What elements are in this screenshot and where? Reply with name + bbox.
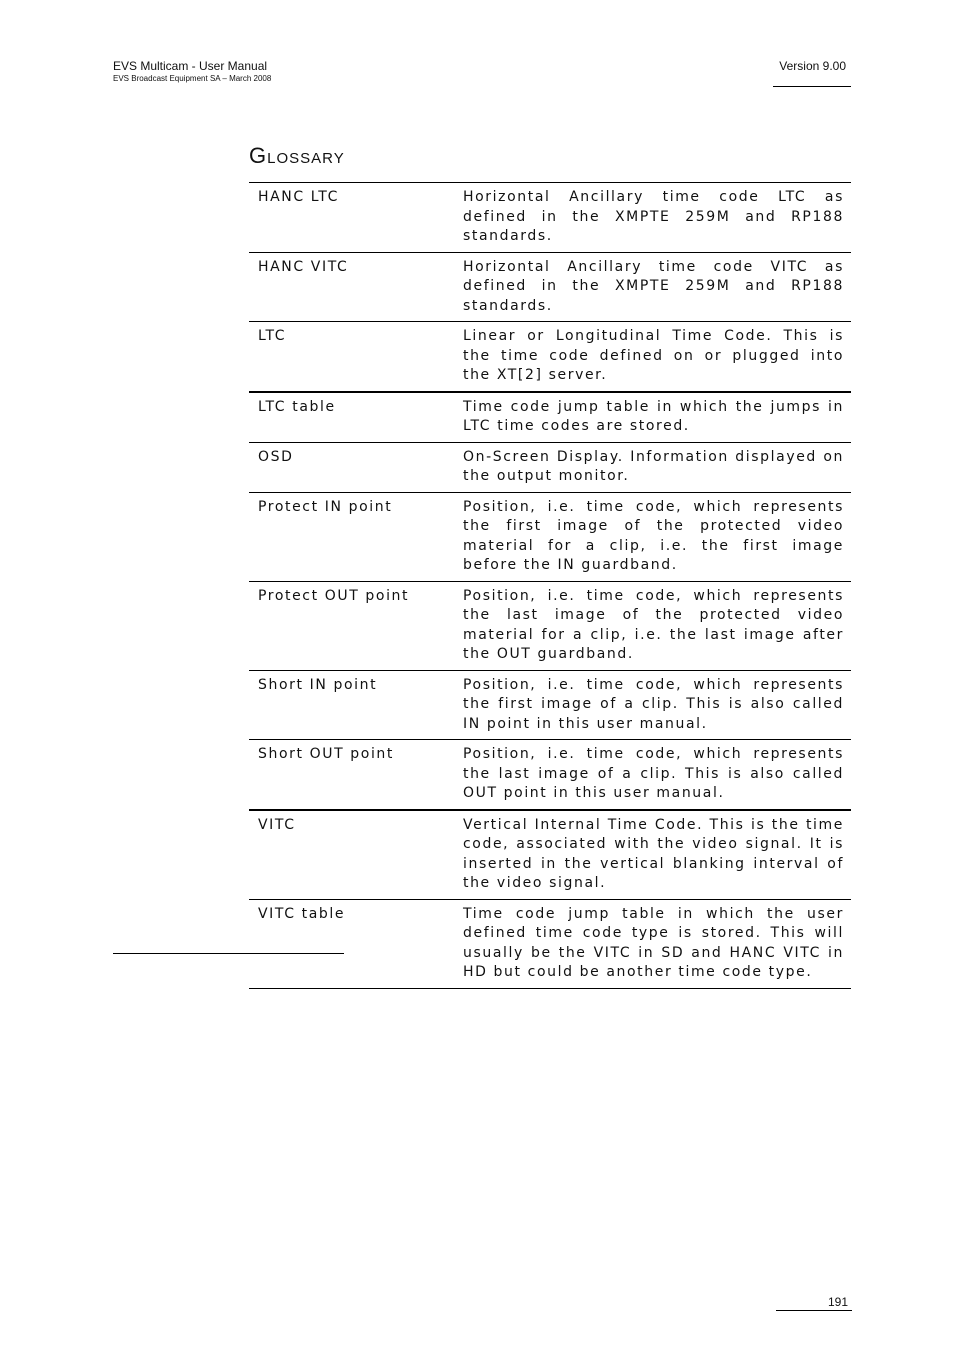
glossary-definition: Time code jump table in which the user defined time code type is stored. This will usually be the VITC in SD and HANC VITC in HD but could be another time code type. (463, 905, 844, 980)
manual-title: EVS Multicam - User Manual (113, 59, 268, 73)
glossary-term: Short OUT point (258, 746, 394, 762)
glossary-definition: Position, i.e. time code, which represents the first image of the protected video material for a clip, i.e. the first image before the IN guardband. (463, 498, 844, 573)
glossary-definition: On-Screen Display. Information displayed on the output monitor. (463, 448, 844, 484)
glossary-term: VITC table (258, 905, 346, 922)
version-label: Version 9.00 (779, 59, 846, 73)
page-number: 191 (827, 1295, 848, 1309)
table-row (249, 183, 851, 253)
publisher-line: EVS Broadcast Equipment SA – March 2008 (113, 74, 272, 83)
glossary-term: Short IN point (258, 676, 378, 693)
glossary-term: HANC VITC (258, 258, 349, 275)
glossary-definition: Horizontal Ancillary time code VITC as defined in the XMPTE 259M and RP188 standards. (463, 258, 844, 314)
glossary-definition: Position, i.e. time code, which represents the last image of the protected video material for a clip, i.e. the last image after the OUT guardband. (463, 587, 844, 662)
table-row (249, 810, 851, 900)
glossary-table (249, 182, 851, 989)
section-heading: Glossary (249, 143, 345, 168)
page-number-rule (776, 1310, 852, 1311)
glossary-definition: Vertical Internal Time Code. This is the time code, associated with the video signal. It is inserted in the vertical blanking interval of the video signal. (463, 816, 844, 891)
glossary-definition: Linear or Longitudinal Time Code. This is the time code defined on or plugged into the XT[2] server. (463, 328, 844, 383)
glossary-term: VITC (258, 816, 296, 833)
table-row (249, 252, 851, 322)
header-rule (773, 86, 851, 87)
table-row (249, 740, 851, 810)
glossary-definition: Horizontal Ancillary time code LTC as defined in the XMPTE 259M and RP188 standards. (463, 189, 844, 244)
glossary-term: LTC table (258, 398, 336, 415)
table-row (249, 670, 851, 740)
glossary-definition: Position, i.e. time code, which represents the last image of a clip. This is also called OUT point in this user manual. (463, 746, 844, 801)
table-row (249, 581, 851, 670)
table-row (249, 322, 851, 392)
table-row (249, 492, 851, 581)
glossary-definition: Position, i.e. time code, which represents the first image of a clip. This is also called IN point in this user manual. (463, 676, 844, 732)
table-row (249, 392, 851, 443)
glossary-term: OSD (258, 448, 294, 465)
table-row (249, 899, 851, 988)
table-row (249, 442, 851, 492)
glossary-term: HANC LTC (258, 189, 339, 205)
footnote-rule (113, 953, 344, 954)
glossary-term: Protect OUT point (258, 587, 410, 604)
glossary-definition: Time code jump table in which the jumps in LTC time codes are stored. (463, 398, 844, 434)
glossary-term: Protect IN point (258, 498, 393, 515)
glossary-term: LTC (258, 328, 287, 344)
page-header-left (113, 59, 271, 84)
